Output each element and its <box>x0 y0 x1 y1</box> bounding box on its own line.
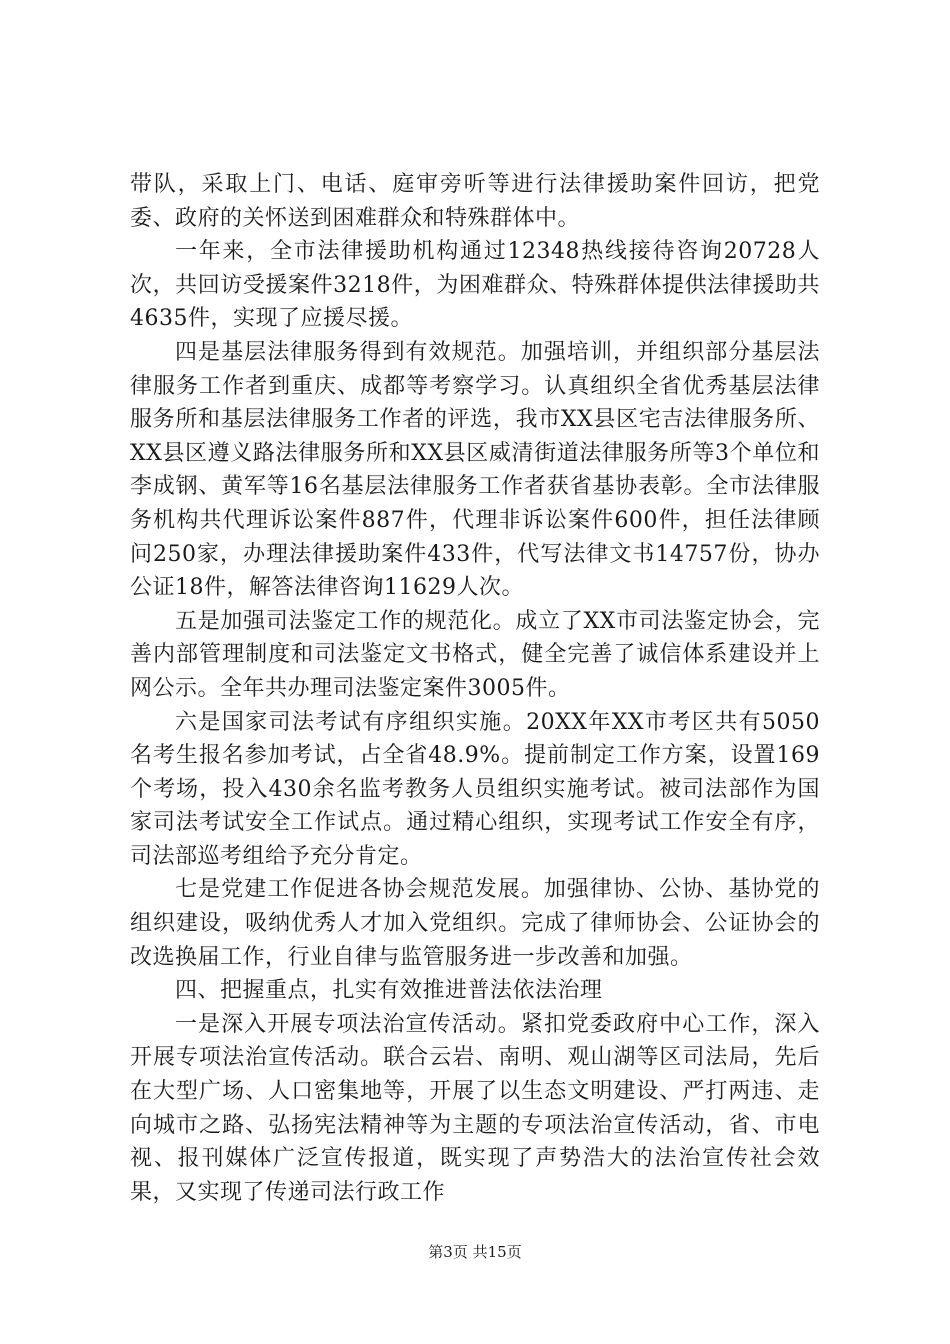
paragraph-continuation: 带队，采取上门、电话、庭审旁听等进行法律援助案件回访，把党委、政府的关怀送到困难群众和特殊群体中。 <box>130 172 820 231</box>
section-heading: 四、把握重点，扎实有效推进普法依法治理 <box>175 978 603 1004</box>
paragraph-grassroots-legal-service: 四是基层法律服务得到有效规范。加强培训，并组织部分基层法律服务工作者到重庆、成都等考察学习。认真组织全省优秀基层法律服务所和基层法律服务工作者的评选，我市XX县区宅吉法律服务所、XX县区遵义路法律服务所和XX县区威清街道法律服务所等3个单位和李成钢、黄军等16名基层法律服务工作者获省基协表彰。全市法律服务机构共代理诉讼案件887件，代理非诉讼案件600件，担任法律顾问250家，办理法律援助案件433件，代写法律文书14757份，协办公证18件，解答法律咨询11629人次。 <box>130 339 820 601</box>
paragraph-judicial-appraisal: 五是加强司法鉴定工作的规范化。成立了XX市司法鉴定协会，完善内部管理制度和司法鉴定文书格式，健全完善了诚信体系建设并上网公示。全年共办理司法鉴定案件3005件。 <box>130 608 820 701</box>
paragraph-judicial-exam: 六是国家司法考试有序组织实施。20XX年XX市考区共有5050名考生报名参加考试，占全省48.9%。提前制定工作方案，设置169个考场，投入430余名监考教务人员组织实施考试。被司法部作为国家司法考试安全工作试点。通过精心组织，实现考试工作安全有序，司法部巡考组给予充分肯定。 <box>130 709 820 869</box>
paragraph-party-building: 七是党建工作促进各协会规范发展。加强律协、公协、基协党的组织建设，吸纳优秀人才加入党组织。完成了律师协会、公证协会的改选换届工作，行业自律与监管服务进一步改善和加强。 <box>130 877 820 970</box>
page-footer: 第3页 共15页 <box>428 1243 522 1261</box>
document-body <box>130 168 820 1209</box>
paragraph-legal-aid-stats: 一年来，全市法律援助机构通过12348热线接待咨询20728人次，共回访受援案件3218件，为困难群众、特殊群体提供法律援助共4635件，实现了应援尽援。 <box>130 239 820 332</box>
paragraph-legal-publicity: 一是深入开展专项法治宣传活动。紧扣党委政府中心工作，深入开展专项法治宣传活动。联合云岩、南明、观山湖等区司法局，先后在大型广场、人口密集地等，开展了以生态文明建设、严打两违、走向城市之路、弘扬宪法精神等为主题的专项法治宣传活动，省、市电视、报刊媒体广泛宣传报道，既实现了声势浩大的法治宣传社会效果，又实现了传递司法行政工作 <box>130 1011 820 1205</box>
